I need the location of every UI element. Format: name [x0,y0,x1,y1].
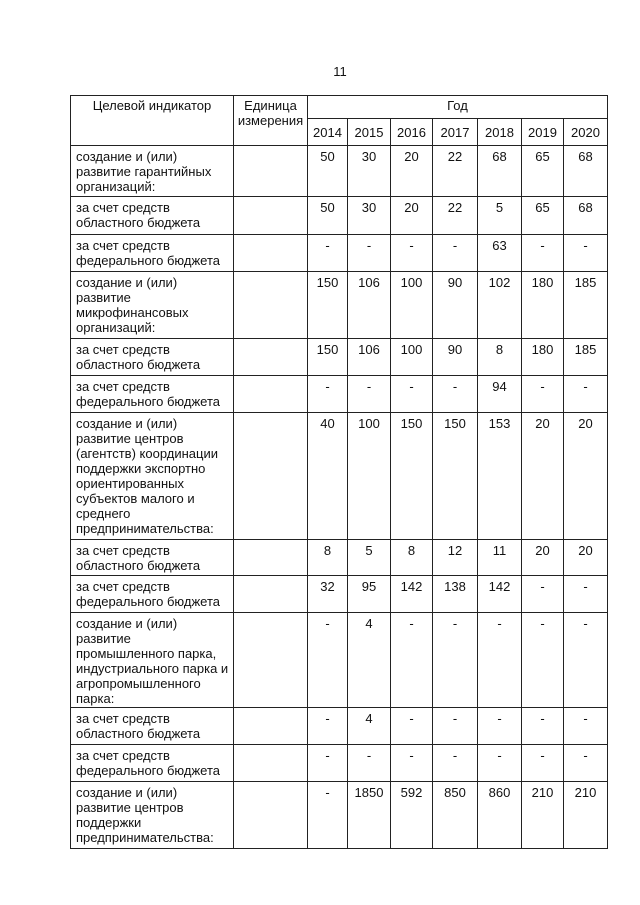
unit-cell [234,376,308,413]
value-cell-2014: 50 [308,146,348,197]
value-cell-2019: - [522,745,564,782]
value-cell-2014: 32 [308,576,348,613]
value-cell-2018: 860 [478,782,522,849]
header-year: 2015 [348,119,391,146]
value-cell-2017: - [433,708,478,745]
indicator-cell: создание и (или) развитие центров поддержки предпринимательства: [71,782,234,849]
value-cell-2014: - [308,613,348,708]
unit-cell [234,745,308,782]
value-cell-2016: 592 [391,782,433,849]
value-cell-2015: - [348,376,391,413]
indicator-table [70,95,608,849]
value-cell-2018: 153 [478,413,522,540]
value-cell-2018: 8 [478,339,522,376]
value-cell-2016: - [391,708,433,745]
header-year: 2019 [522,119,564,146]
value-cell-2015: 4 [348,613,391,708]
value-cell-2018: 142 [478,576,522,613]
value-cell-2018: - [478,613,522,708]
value-cell-2016: 100 [391,339,433,376]
value-cell-2019: - [522,576,564,613]
value-cell-2015: 100 [348,413,391,540]
value-cell-2017: 22 [433,197,478,235]
indicator-cell: за счет средств областного бюджета [71,339,234,376]
value-cell-2014: - [308,235,348,272]
unit-cell [234,339,308,376]
header-indicator: Целевой индикатор [71,96,234,146]
value-cell-2016: - [391,613,433,708]
indicator-cell: создание и (или) развитие гарантийных организаций: [71,146,234,197]
value-cell-2017: - [433,376,478,413]
value-cell-2020: 20 [564,540,608,576]
value-cell-2014: - [308,708,348,745]
unit-cell [234,272,308,339]
value-cell-2017: 12 [433,540,478,576]
value-cell-2016: 100 [391,272,433,339]
indicator-cell: за счет средств федерального бюджета [71,376,234,413]
value-cell-2017: 850 [433,782,478,849]
value-cell-2016: - [391,235,433,272]
value-cell-2014: - [308,376,348,413]
unit-cell [234,576,308,613]
value-cell-2018: 94 [478,376,522,413]
value-cell-2015: 106 [348,339,391,376]
header-unit: Единица измерения [234,96,308,146]
value-cell-2018: - [478,745,522,782]
value-cell-2014: 50 [308,197,348,235]
value-cell-2016: - [391,745,433,782]
value-cell-2015: 4 [348,708,391,745]
value-cell-2017: 22 [433,146,478,197]
value-cell-2019: 180 [522,339,564,376]
unit-cell [234,708,308,745]
value-cell-2019: 20 [522,540,564,576]
value-cell-2020: - [564,708,608,745]
value-cell-2015: - [348,235,391,272]
value-cell-2020: - [564,235,608,272]
value-cell-2019: - [522,235,564,272]
value-cell-2017: - [433,745,478,782]
unit-cell [234,413,308,540]
value-cell-2018: 63 [478,235,522,272]
value-cell-2016: 8 [391,540,433,576]
indicator-cell: за счет средств областного бюджета [71,197,234,235]
value-cell-2020: 68 [564,197,608,235]
value-cell-2016: 142 [391,576,433,613]
header-year: 2018 [478,119,522,146]
indicator-cell: создание и (или) развитие центров (агентств) координации поддержки экспортно ориентированных субъектов малого и среднего предпринимательства: [71,413,234,540]
value-cell-2017: 90 [433,339,478,376]
header-year: 2020 [564,119,608,146]
value-cell-2014: 150 [308,339,348,376]
value-cell-2020: - [564,745,608,782]
value-cell-2018: 5 [478,197,522,235]
value-cell-2020: 68 [564,146,608,197]
value-cell-2020: 210 [564,782,608,849]
indicator-cell: создание и (или) развитие промышленного парка, индустриального парка и агропромышленного парка: [71,613,234,708]
value-cell-2018: 68 [478,146,522,197]
value-cell-2020: - [564,376,608,413]
value-cell-2020: - [564,576,608,613]
value-cell-2016: 20 [391,197,433,235]
value-cell-2014: - [308,782,348,849]
header-year-group: Год [308,96,608,119]
value-cell-2014: 8 [308,540,348,576]
indicator-cell: создание и (или) развитие микрофинансовых организаций: [71,272,234,339]
value-cell-2018: - [478,708,522,745]
value-cell-2020: - [564,613,608,708]
indicator-cell: за счет средств областного бюджета [71,708,234,745]
value-cell-2017: 90 [433,272,478,339]
value-cell-2018: 11 [478,540,522,576]
value-cell-2015: 30 [348,197,391,235]
value-cell-2015: 30 [348,146,391,197]
value-cell-2018: 102 [478,272,522,339]
value-cell-2016: 150 [391,413,433,540]
unit-cell [234,782,308,849]
value-cell-2019: 65 [522,197,564,235]
value-cell-2016: 20 [391,146,433,197]
indicator-cell: за счет средств федерального бюджета [71,576,234,613]
unit-cell [234,197,308,235]
header-year: 2016 [391,119,433,146]
value-cell-2017: 150 [433,413,478,540]
value-cell-2015: 106 [348,272,391,339]
value-cell-2019: 180 [522,272,564,339]
value-cell-2019: 20 [522,413,564,540]
unit-cell [234,146,308,197]
value-cell-2019: - [522,613,564,708]
unit-cell [234,613,308,708]
value-cell-2014: - [308,745,348,782]
value-cell-2015: 95 [348,576,391,613]
value-cell-2017: - [433,235,478,272]
value-cell-2020: 20 [564,413,608,540]
page-number: 11 [333,64,347,79]
value-cell-2019: - [522,376,564,413]
value-cell-2016: - [391,376,433,413]
indicator-cell: за счет средств федерального бюджета [71,235,234,272]
header-year: 2014 [308,119,348,146]
unit-cell [234,540,308,576]
value-cell-2019: 210 [522,782,564,849]
value-cell-2015: 1850 [348,782,391,849]
value-cell-2014: 150 [308,272,348,339]
value-cell-2015: - [348,745,391,782]
indicator-cell: за счет средств областного бюджета [71,540,234,576]
value-cell-2020: 185 [564,339,608,376]
value-cell-2019: 65 [522,146,564,197]
value-cell-2017: - [433,613,478,708]
value-cell-2019: - [522,708,564,745]
value-cell-2015: 5 [348,540,391,576]
unit-cell [234,235,308,272]
indicator-cell: за счет средств федерального бюджета [71,745,234,782]
value-cell-2017: 138 [433,576,478,613]
header-year: 2017 [433,119,478,146]
value-cell-2020: 185 [564,272,608,339]
value-cell-2014: 40 [308,413,348,540]
